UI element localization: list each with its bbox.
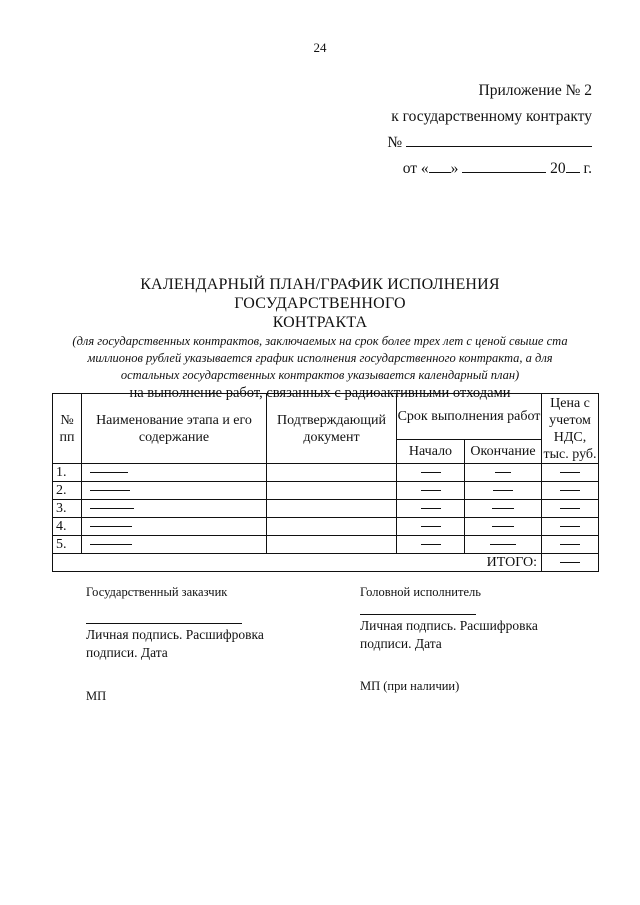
header-name: Наименование этапа и его содержание [82, 394, 267, 464]
table-row [53, 464, 599, 482]
title-note: (для государственных контрактов, заключаемых на срок более трех лет с ценой свыше ста миллионов рублей указывается график исполнения государственного контракта, а для остальных государственных контрактов указывается календарный план) [72, 334, 568, 382]
contract-number-line [387, 130, 592, 156]
number-prefix: № [387, 134, 403, 151]
appendix-title: Приложение № 2 [478, 82, 592, 99]
header-start: Начало [397, 439, 465, 463]
row-number: 3. [53, 500, 82, 518]
header-doc: Подтверждающий документ [267, 394, 397, 464]
blank-line [495, 471, 511, 473]
page-number: 24 [313, 40, 327, 55]
blank-line [421, 507, 441, 509]
title-block [60, 275, 580, 402]
table-row [53, 500, 599, 518]
contract-number-blank [406, 132, 592, 147]
schedule-table [52, 393, 599, 572]
document-subtitle: на выполнение работ, связанных с радиоактивными отходами [129, 385, 511, 401]
date-mid: » [450, 160, 459, 177]
header-end: Окончание [465, 439, 542, 463]
document-title-line2: КОНТРАКТА [272, 314, 368, 331]
year-blank [566, 158, 580, 173]
header-term: Срок выполнения работ [397, 394, 542, 440]
row-number: 2. [53, 482, 82, 500]
row-number: 5. [53, 536, 82, 554]
blank-line [90, 543, 132, 545]
blank-line [560, 507, 580, 509]
blank-line [490, 543, 516, 545]
contractor-signature-caption: Личная подпись. Расшифровка подписи. Дата [360, 618, 538, 651]
document-title-line1: КАЛЕНДАРНЫЙ ПЛАН/ГРАФИК ИСПОЛНЕНИЯ ГОСУДАРСТВЕННОГО [140, 276, 500, 312]
row-number: 4. [53, 518, 82, 536]
month-blank [462, 158, 546, 173]
total-label: ИТОГО: [53, 554, 542, 572]
header-price: Цена с учетом НДС, тыс. руб. [543, 395, 597, 462]
date-prefix: от « [402, 160, 429, 177]
blank-line [492, 507, 514, 509]
date-suffix: г. [583, 160, 592, 177]
customer-stamp: МП [86, 689, 107, 703]
row-number: 1. [53, 464, 82, 482]
blank-line [90, 471, 128, 473]
blank-line [421, 489, 441, 491]
contractor-label: Головной исполнитель [360, 585, 481, 599]
table-row [53, 482, 599, 500]
contract-date-line [387, 156, 592, 182]
blank-line [560, 561, 580, 563]
blank-line [421, 471, 441, 473]
table-row [53, 536, 599, 554]
customer-signature-caption: Личная подпись. Расшифровка подписи. Дата [86, 627, 264, 660]
customer-signature-line [86, 622, 242, 624]
header-num: № пп [53, 394, 82, 464]
blank-line [90, 507, 134, 509]
contractor-stamp: МП (при наличии) [360, 679, 460, 693]
table-row [53, 518, 599, 536]
blank-line [560, 489, 580, 491]
blank-line [90, 489, 130, 491]
blank-line [421, 525, 441, 527]
day-blank [429, 158, 451, 173]
blank-line [560, 471, 580, 473]
date-year: 20 [550, 160, 566, 177]
blank-line [560, 525, 580, 527]
blank-line [560, 543, 580, 545]
appendix-contract-ref: к государственному контракту [391, 108, 592, 125]
blank-line [493, 489, 513, 491]
contractor-signature-line [360, 613, 476, 615]
appendix-header [387, 78, 592, 182]
blank-line [90, 525, 132, 527]
blank-line [492, 525, 514, 527]
blank-line [421, 543, 441, 545]
total-row [53, 554, 599, 572]
customer-label: Государственный заказчик [86, 585, 228, 599]
